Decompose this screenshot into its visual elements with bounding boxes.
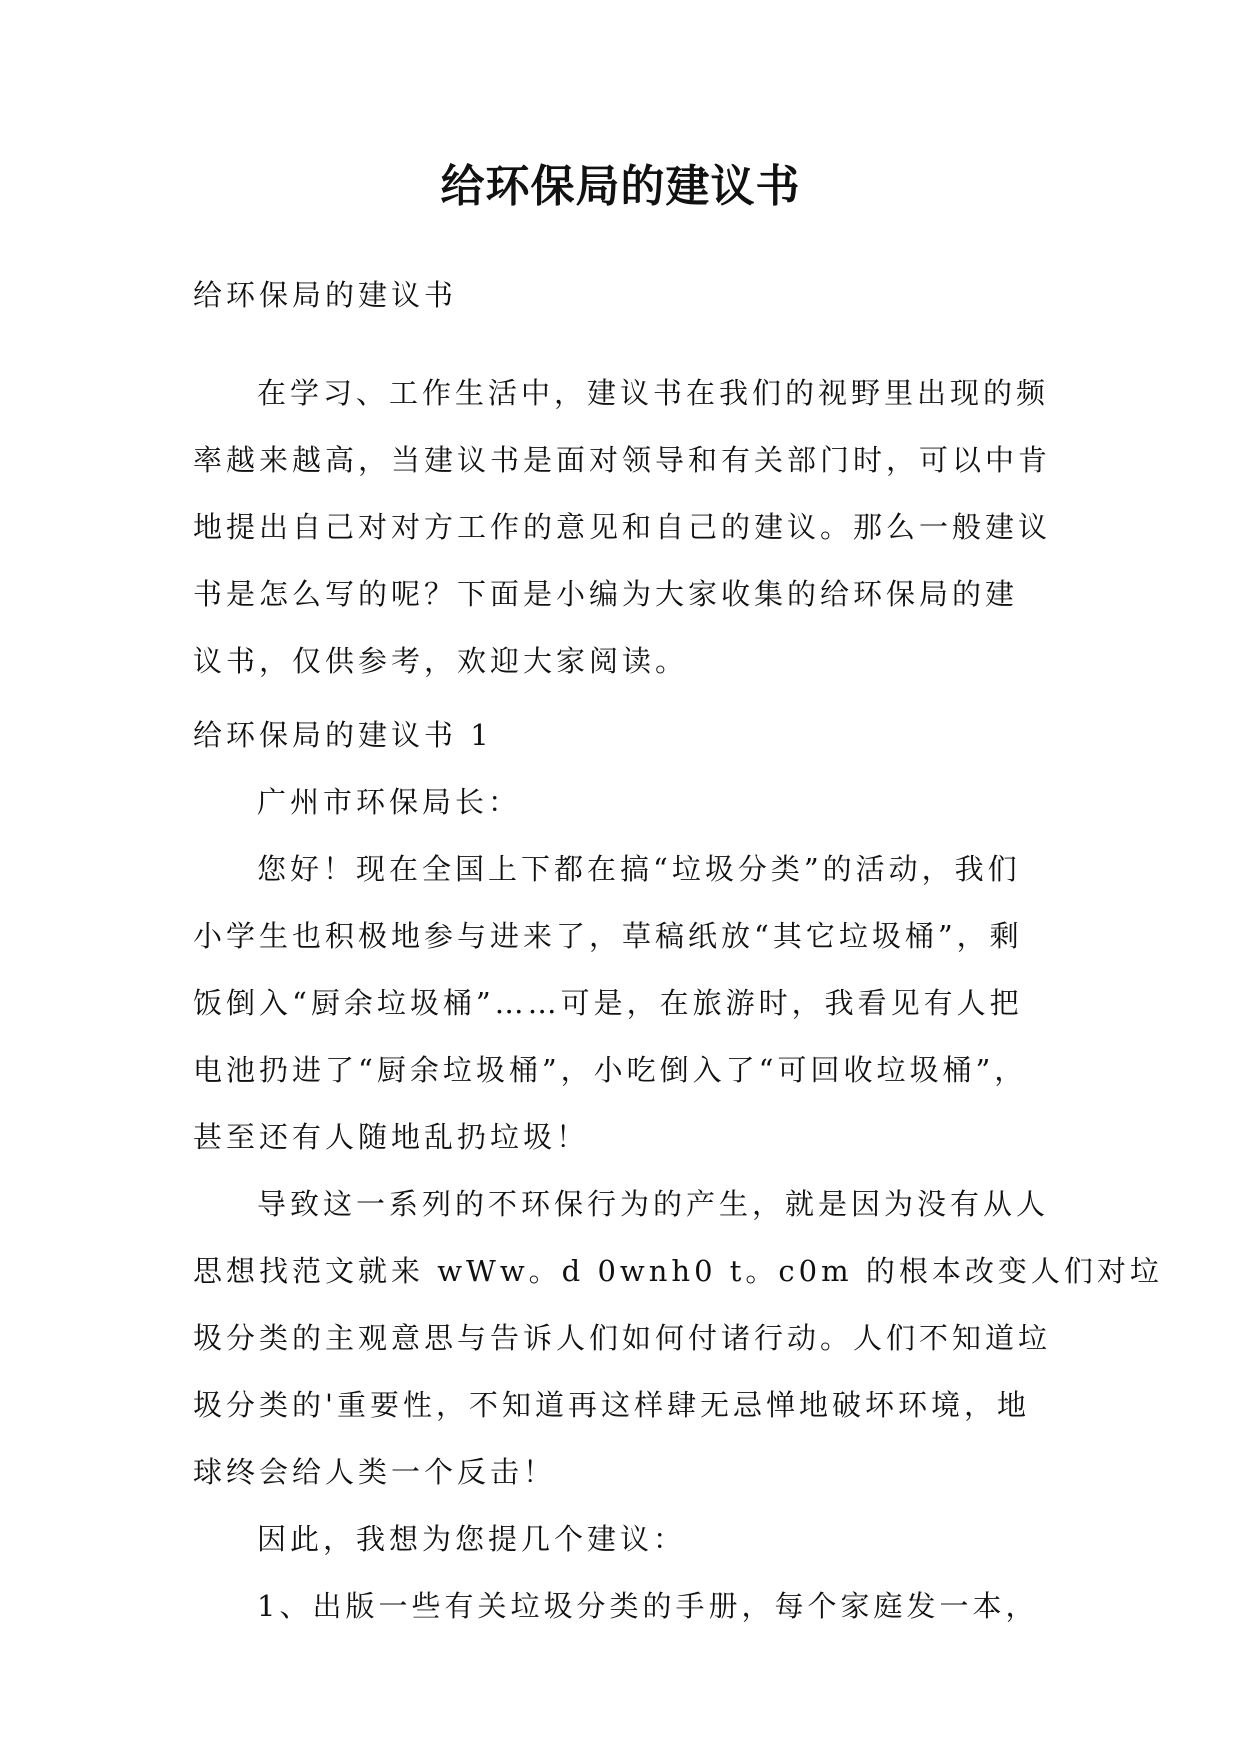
body-paragraph [193, 1171, 1163, 1506]
paragraph-line: 甚至还有人随地乱扔垃圾！ [193, 1120, 590, 1154]
paragraph-line: 思想找范文就来 wWw。d 0wnh0 t。c0m 的根本改变人们对垃 [193, 1254, 1163, 1288]
paragraph-line: 小学生也积极地参与进来了，草稿纸放“其它垃圾桶”，剩 [193, 919, 1023, 953]
intro-line: 在学习、工作生活中，建议书在我们的视野里出现的频 [257, 376, 1050, 410]
body-paragraph: 1、出版一些有关垃圾分类的手册，每个家庭发一本， [257, 1589, 1039, 1623]
page-title: 给环保局的建议书 [440, 161, 801, 212]
intro-line: 议书，仅供参考，欢迎大家阅读。 [193, 644, 689, 678]
section-heading: 给环保局的建议书 1 [193, 718, 493, 752]
paragraph-line: 圾分类的'重要性，不知道再这样肆无忌惮地破坏环境，地 [193, 1388, 1030, 1422]
body-paragraph: 因此，我想为您提几个建议： [257, 1522, 687, 1556]
paragraph-line: 圾分类的主观意思与告诉人们如何付诸行动。人们不知道垃 [193, 1321, 1052, 1355]
letter-salutation: 广州市环保局长： [257, 785, 522, 819]
body-paragraph [193, 836, 1053, 1171]
intro-line: 地提出自己对对方工作的意见和自己的建议。那么一般建议 [193, 510, 1052, 544]
intro-line: 书是怎么写的呢？下面是小编为大家收集的给环保局的建 [193, 577, 1019, 611]
paragraph-line: 球终会给人类一个反击！ [193, 1455, 557, 1489]
intro-paragraph [193, 360, 1053, 695]
paragraph-line: 您好！现在全国上下都在搞“垃圾分类”的活动，我们 [257, 852, 1021, 886]
paragraph-line: 饭倒入“厨余垃圾桶”……可是，在旅游时，我看见有人把 [193, 986, 1023, 1020]
intro-line: 率越来越高，当建议书是面对领导和有关部门时，可以中肯 [193, 443, 1052, 477]
paragraph-line: 电池扔进了“厨余垃圾桶”，小吃倒入了“可回收垃圾桶”， [193, 1053, 1028, 1087]
paragraph-line: 导致这一系列的不环保行为的产生，就是因为没有从人 [257, 1187, 1050, 1221]
document-subtitle: 给环保局的建议书 [193, 278, 458, 312]
